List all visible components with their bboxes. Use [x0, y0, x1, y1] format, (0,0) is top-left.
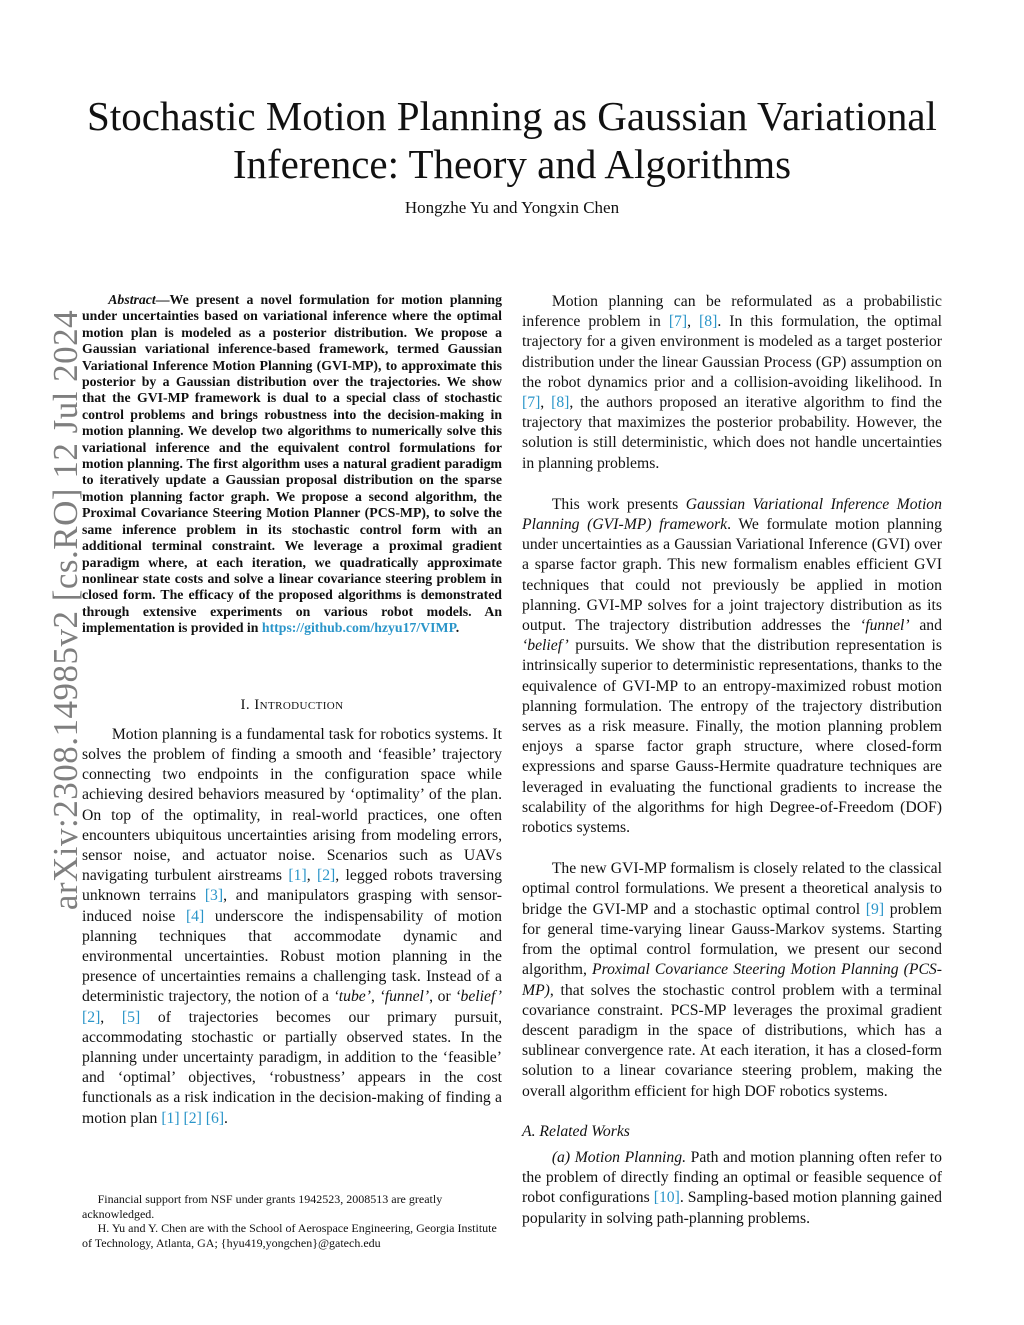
paragraph-control-formulation — [522, 859, 942, 1101]
text-run: . We formulate motion planning under uncertainties as a Gaussian Variational Inference (GVI) over a sparse factor graph. This new formalism enables efficient GVI techniques that could not previously be applied in motion planning. GVI-MP solves for a joint trajectory distribution as its output. The trajectory distribution addresses the — [522, 516, 942, 635]
right-column — [522, 292, 942, 1229]
arxiv-identifier: arXiv:2308.14985v2 [cs.RO] 12 Jul 2024 — [46, 309, 85, 911]
citation[interactable]: [2] — [316, 867, 336, 885]
text-run: , — [371, 988, 380, 1006]
subsection-heading-related-works: A. Related Works — [522, 1122, 630, 1140]
text-run: The new GVI-MP formalism is closely related to the classical optimal control formulations. We present a theoretical analysis to bridge the GVI-MP and a stochastic optimal control — [522, 860, 942, 918]
text-run: Motion planning can be reformulated as a probabilistic inference problem in — [522, 293, 942, 331]
text-run: , that solves the stochastic control problem with a terminal covariance constraint. PCS-MP leverages the proximal gradient descent paradigm in the space of distributions, which has a sublinear convergence rate. At each iteration, it has a closed-form solution to a linear covariance steering problem, making the overall algorithm efficient for high DOF robotics systems. — [522, 981, 942, 1100]
text-run: and — [909, 617, 942, 635]
citation[interactable]: [7] — [522, 394, 541, 412]
abstract — [82, 292, 502, 637]
section-heading-introduction: I. Introduction — [240, 696, 344, 713]
emphasis: ‘belief’ — [455, 988, 502, 1006]
text-run: This work presents — [551, 495, 686, 513]
title-line-1: Stochastic Motion Planning as Gaussian Variational — [87, 93, 937, 139]
text-run: , legged robots traversing unknown terrains — [82, 867, 503, 905]
emphasis: (a) Motion Planning. — [551, 1148, 687, 1166]
citation[interactable]: [8] — [699, 313, 718, 331]
implementation-link[interactable]: https://github.com/hzyu17/VIMP — [261, 620, 456, 636]
text-run: . — [224, 1109, 228, 1127]
text-run: , — [540, 394, 552, 412]
paragraph-probabilistic-inference — [522, 292, 942, 474]
left-column — [82, 292, 502, 1129]
author-list: Hongzhe Yu and Yongxin Chen — [404, 198, 620, 217]
citation[interactable]: [7] — [668, 313, 688, 331]
citation[interactable]: [3] — [204, 887, 224, 905]
title-line-2: Inference: Theory and Algorithms — [232, 141, 792, 187]
abstract-label: Abstract — [108, 292, 156, 307]
paragraph-motion-planning — [522, 1148, 942, 1229]
text-run: , the authors proposed an iterative algorithm to find the trajectory that maximizes the posterior probability. However, the solution is still deterministic, which does not handle uncertainties in planning problems. — [522, 394, 942, 472]
text-run: . In this formulation, the optimal trajectory for a given environment is modeled as a target posterior distribution under the linear Gaussian Process (GP) assumption on the robot dynamics prior and a collision-avoiding likelihood. In — [522, 313, 943, 391]
citation[interactable]: [1] — [161, 1109, 180, 1127]
footnote-funding: Financial support from NSF under grants 1942523, 2008513 are greatly acknowledged. — [82, 1192, 443, 1221]
paragraph-contribution — [522, 495, 942, 838]
text-run: , and manipulators grasping with sensor-induced noise — [82, 887, 502, 925]
introduction-paragraph — [82, 725, 502, 1129]
text-run: underscore the indispensability of motion planning techniques that accommodate dynamic and environmental uncertainties. Robust motion planning in the presence of uncertainties remains a challenging task. Instead of a deterministic trajectory, the notion of a — [82, 907, 502, 1006]
emphasis: ‘belief’ — [522, 637, 569, 655]
citation[interactable]: [8] — [551, 394, 570, 412]
citation[interactable]: [2] — [183, 1109, 202, 1127]
emphasis: Proximal Covariance Steering Motion Planning (PCS-MP) — [522, 961, 942, 999]
citation[interactable]: [5] — [121, 1008, 141, 1026]
text-run: , — [687, 313, 700, 331]
text-run: of trajectories becomes our primary pursuit, accommodating stochastic or partially observed states. In the planning under uncertainty paradigm, in addition to the ‘feasible’ and ‘optimal’ objectives, ‘robustness’ appears in the cost functionals as a risk indication in the decision-making of finding a motion plan — [82, 1008, 502, 1127]
text-run: , — [100, 1008, 122, 1026]
citation[interactable]: [9] — [865, 900, 885, 918]
abstract-end: . — [455, 620, 460, 636]
abstract-text: —We present a novel formulation for motion planning under uncertainties based on variational inference where the optimal motion plan is modeled as a posterior distribution. We propose a Gaussian variational inference-based framework, termed Gaussian Variational Inference Motion Planning (GVI-MP), to approximate this posterior by a Gaussian distribution over the trajectories. We show that the GVI-MP framework is dual to a special class of stochastic control problems and brings robustness into the decision-making in motion planning. We develop two algorithms to numerically solve this variational inference and the equivalent control formulations for motion planning. The first algorithm uses a natural gradient paradigm to iteratively update a Gaussian proposal distribution on the sparse motion planning factor graph. We propose a second algorithm, the Proximal Covariance Steering Motion Planner (PCS-MP), to solve the same inference problem in its stochastic control form with an additional terminal constraint. We leverage a proximal gradient paradigm where, at each iteration, we quadratically approximate nonlinear state costs and solve a linear covariance steering problem in closed form. The efficacy of the proposed algorithms is demonstrated through extensive experiments on various robot models. An implementation is provided in — [82, 292, 502, 636]
citation[interactable]: [2] — [82, 1008, 101, 1026]
text-run: problem for general time-varying linear Gauss-Markov systems. Starting from the optimal control formulation, we present our second algorithm, — [522, 900, 943, 979]
citation[interactable]: [1] — [288, 867, 307, 885]
citation[interactable]: [10] — [653, 1189, 680, 1207]
citation[interactable]: [4] — [185, 907, 205, 925]
paper-title — [60, 92, 964, 188]
emphasis: ‘tube’ — [333, 988, 371, 1006]
footnotes — [82, 1192, 502, 1250]
text-run: Path and motion planning often refer to the problem of directly finding an optimal or feasible sequence of robot configurations — [522, 1148, 942, 1207]
text-run: Motion planning is a fundamental task for robotics systems. It solves the problem of finding a smooth and ‘feasible’ trajectory connecting two endpoints in the configuration space while achieving desired behaviors measured by ‘optimality’ of the plan. On top of the optimality, in real-world practices, one often encounters ubiquitous uncertainties arising from modeling errors, sensor noise, and actuator noise. Scenarios such as UAVs navigating turbulent airstreams — [82, 725, 502, 885]
text-run: . Sampling-based motion planning gained popularity in solving path-planning problems. — [522, 1189, 942, 1227]
emphasis: Gaussian Variational Inference Motion Planning (GVI-MP) framework — [522, 495, 942, 534]
emphasis: ‘funnel’ — [379, 988, 430, 1006]
text-run: , — [306, 867, 317, 885]
citation[interactable]: [6] — [205, 1109, 225, 1127]
text-run: pursuits. We show that the distribution representation is intrinsically superior to deterministic representations, thanks to the equivalence of GVI-MP to an entropy-maximized robust motion planning formulation. The entropy of the trajectory distribution serves as a risk measure. Finally, the motion planning problem enjoys a sparse factor graph structure, where closed-form expressions and sparse Gauss-Hermite quadrature techniques are leveraged in evaluating the functional gradients to increase the scalability of the algorithms for high Degree-of-Freedom (DOF) robotics systems. — [522, 637, 942, 837]
text-run: , or — [429, 988, 456, 1006]
emphasis: ‘funnel’ — [859, 617, 910, 635]
footnote-affiliation: H. Yu and Y. Chen are with the School of Aerospace Engineering, Georgia Institute of Technology, Atlanta, GA; {hyu419,yongchen}@gatech.edu — [82, 1221, 497, 1250]
